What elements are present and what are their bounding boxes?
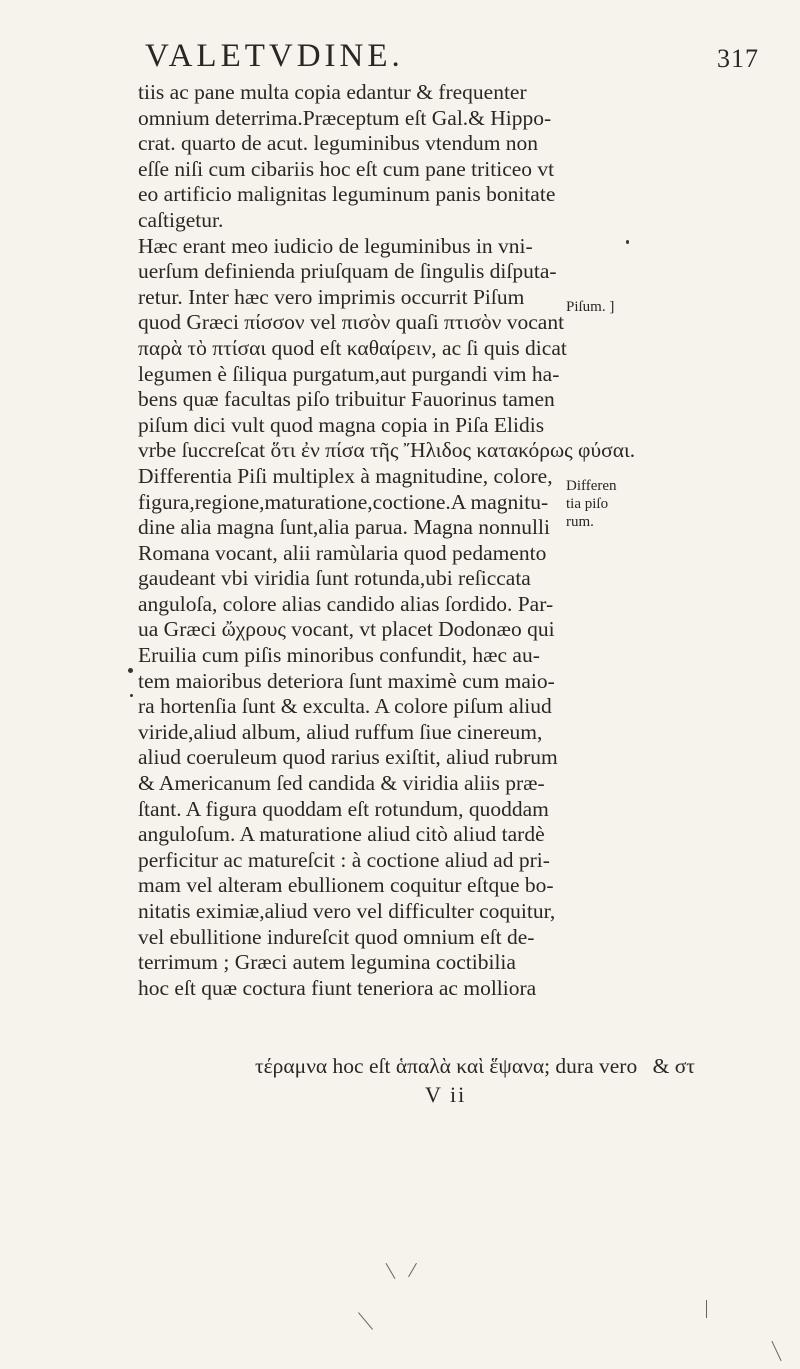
paper-mark [408, 1263, 417, 1277]
text-line: ra hortenſia ſunt & exculta. A colore piſum aliud [138, 694, 552, 719]
text-line: Differentia Piſi multiplex à magnitudine, colore, [138, 463, 553, 488]
margin-notes [562, 0, 800, 1369]
text-line: bens quæ facultas piſo tribuitur Fauorinus tamen [138, 387, 555, 412]
text-line: anguloſum. A maturatione aliud citò aliud tardè [138, 822, 545, 847]
text-line: gaudeant vbi viridia ſunt rotunda,ubi reſiccata [138, 566, 531, 591]
text-line: quod Græci πίσσον vel πισὸν quaſi πτισὸν vocant [138, 310, 565, 335]
paper-mark [706, 1300, 707, 1318]
paper-mark [358, 1312, 373, 1329]
text-line: eſſe niſi cum cibariis hoc eſt cum pane triticeo vt [138, 156, 555, 181]
text-line: Eruilia cum piſis minoribus confundit, hæc au- [138, 643, 540, 668]
paper-speck [128, 668, 133, 673]
running-head-title: VALETVDINE. [145, 38, 404, 74]
signature-mark: V ii [425, 1082, 467, 1107]
text-line: legumen è ſiliqua purgatum,aut purgandi vim ha- [138, 361, 560, 386]
text-line: retur. Inter hæc vero imprimis occurrit Piſum [138, 284, 525, 309]
last-body-line: τέραμνα hoc eſt ἁπαλὰ καὶ ἕψανα; dura vero [255, 1054, 638, 1078]
text-line: vrbe ſuccreſcat ὅτι ἐν πίσα τῆς Ἤλιδος κατακόρως φύσαι. [138, 438, 636, 463]
margin-note-pisum: Piſum. ] [566, 299, 615, 315]
text-line: nitatis eximiæ,aliud vero vel difficulter coquitur, [138, 899, 556, 923]
text-line: caſtigetur. [138, 207, 224, 232]
paper-mark [386, 1263, 396, 1279]
text-line: ſtant. A figura quoddam eſt rotundum, quoddam [138, 796, 549, 821]
page-number: 317 [717, 44, 759, 73]
text-line: tiis ac pane multa copia edantur & frequenter [138, 80, 527, 104]
text-line: anguloſa, colore alias candido alias ſordido. Par- [138, 591, 554, 616]
catchword-text: & στ [652, 1054, 695, 1078]
text-line: παρὰ τὸ πτίσαι quod eſt καθαίρειν, ac ſi quis dicat [138, 335, 567, 360]
text-line: eo artificio malignitas leguminum panis bonitate [138, 182, 556, 207]
text-line: crat. quarto de acut. leguminibus vtendum non [138, 131, 539, 156]
text-line: ua Græci ὤχρους vocant, vt placet Dodonæo qui [138, 617, 555, 642]
paper-speck [130, 694, 133, 697]
text-line: dine alia magna ſunt,alia parua. Magna nonnulli [138, 515, 550, 540]
margin-note-differentia-3: rum. [566, 514, 594, 530]
text-line: Hæc erant meo iudicio de leguminibus in vni- [138, 233, 533, 258]
catchword [255, 1054, 755, 1079]
text-line: tem maioribus deteriora ſunt maximè cum maio- [138, 668, 555, 693]
text-line: perficitur ac matureſcit : à coctione aliud ad pri- [138, 847, 550, 872]
text-line: & Americanum ſed candida & viridia aliis præ- [138, 771, 545, 796]
text-line: aliud coeruleum quod rarius exiſtit, aliud rubrum [138, 745, 558, 770]
text-line: hoc eſt quæ coctura fiunt teneriora ac molliora [138, 975, 537, 1000]
text-line: piſum dici vult quod magna copia in Piſa Elidis [138, 412, 545, 437]
text-line: Romana vocant, alii ramùlaria quod pedamento [138, 540, 547, 565]
text-line: figura,regione,maturatione,coctione.A magnitu- [138, 489, 549, 514]
paper-speck [626, 240, 629, 244]
text-line: uerſum definienda priuſquam de ſingulis diſputa- [138, 259, 557, 284]
margin-note-differentia-1: Differen [566, 478, 617, 494]
text-line: viride,aliud album, aliud ruffum ſiue cinereum, [138, 719, 543, 744]
text-line: vel ebullitione indureſcit quod omnium eſt de- [138, 924, 535, 949]
text-line: mam vel alteram ebullionem coquitur eſtque bo- [138, 873, 554, 898]
text-line: omnium deterrima.Præceptum eſt Gal.& Hippo- [138, 105, 552, 130]
text-line: terrimum ; Græci autem legumina coctibilia [138, 950, 516, 975]
margin-note-differentia-2: tia piſo [566, 496, 609, 512]
